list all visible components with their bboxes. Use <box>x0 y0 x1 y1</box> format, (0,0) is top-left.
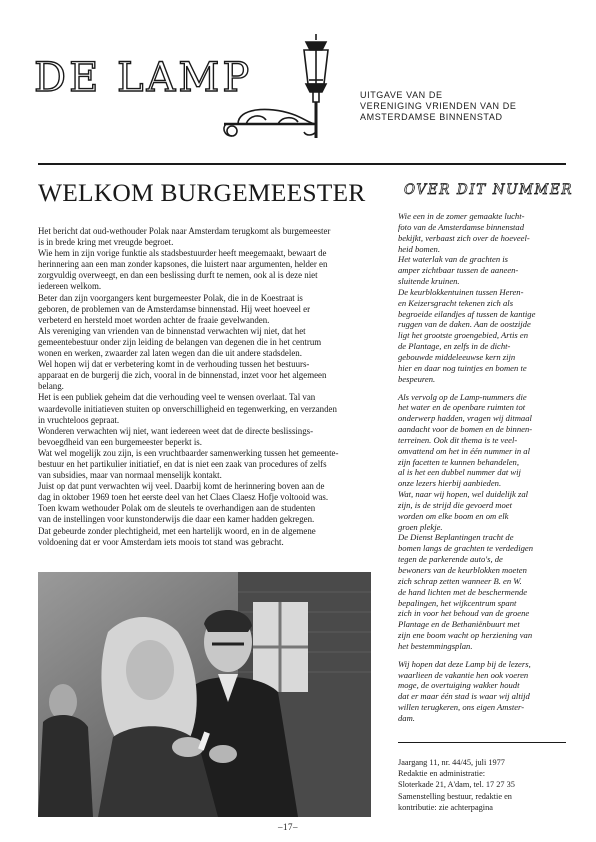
text-line: al is het een dubbel nummer dat wij <box>398 467 521 478</box>
text-line: omvattend om het in één nummer in al <box>398 445 530 456</box>
text-line: bevoegdheid van een burgemeester beperkt is. <box>38 436 202 447</box>
text-line: terreinen. Ook dit thema is te veel- <box>398 434 518 445</box>
text-line: moge, de overtuiging wakker houdt <box>398 680 520 691</box>
text-line: Wie een in de zomer gemaakte lucht- <box>398 211 525 221</box>
paragraph <box>38 226 369 248</box>
text-line: heid bomen. <box>398 243 441 254</box>
text-line: sluitende kruinen. <box>398 276 460 287</box>
text-line: iedereen welkom. <box>38 281 102 292</box>
text-line: apparaat en de burgerij die zich, vooral in de binnenstad, inzet voor het algemeen <box>38 370 327 381</box>
text-line: dam. <box>398 712 415 723</box>
header-divider <box>38 163 566 165</box>
colophon-line: Redaktie en administratie: <box>398 769 486 779</box>
text-line: aandacht voor de bomen en de binnen- <box>398 424 533 435</box>
text-line: in vruchteloos gepraat. <box>38 414 120 425</box>
text-line: groen plekje. <box>398 521 443 532</box>
text-line: zijn, is de strijd die gevoerd moet <box>398 499 513 510</box>
text-line: van subsidies, maar van normaal menselijk kontakt. <box>38 470 222 481</box>
text-line: herinnering aan een man zonder kapsones, die luistert naar argumenten, helder en <box>38 259 328 270</box>
paragraph-gap <box>398 385 566 392</box>
text-line: bespeuren. <box>398 373 436 384</box>
colophon <box>398 757 566 813</box>
colophon-line: kontributie: zie achterpagina <box>398 802 493 812</box>
sidebar-divider <box>398 742 566 743</box>
paragraph <box>38 426 369 448</box>
text-line: Wie hem in zijn vorige funktie als stadsbestuurder heeft meegemaakt, bewaart de <box>38 248 327 259</box>
text-line: hier en daar nog tuintjes en bomen te <box>398 362 527 373</box>
text-line: dat er maar één stad is waar wij altijd <box>398 691 530 702</box>
text-line: worden om elke boom en om elk <box>398 510 509 521</box>
paragraph <box>398 659 566 724</box>
text-line: gemeentebestuur onder zijn leiding de belangen van degenen die in het centrum <box>38 336 322 347</box>
text-line: Beter dan zijn voorgangers kent burgemeester Polak, die in de Koestraat is <box>38 292 303 303</box>
text-line: Dat gebeurde zonder plechtigheid, met een hartelijk woord, en in de algemene <box>38 525 316 536</box>
paragraph <box>398 392 566 652</box>
paragraph <box>38 481 369 525</box>
text-line: zich in voor het behoud van de groene <box>398 608 530 619</box>
text-line: dag in oktober 1969 toen het eerste deel van het Claes Claesz Hofje voltooid was. <box>38 492 329 503</box>
paragraph <box>38 326 369 359</box>
article-headline: WELKOM BURGEMEESTER <box>38 178 366 207</box>
page-number: –17– <box>278 822 298 832</box>
text-line: geboren, de problemen van de Amsterdamse binnenstad. Hij weet hoeveel er <box>38 303 311 314</box>
text-line: ruggen van de daken. Aan de oostzijde <box>398 319 531 330</box>
text-line: Als vervolg op de Lamp-nummers die <box>398 391 527 402</box>
text-line: van de instellingen voor kunstonderwijs die daar een kamer hadden gekregen. <box>38 514 315 525</box>
sidebar-body <box>398 211 566 724</box>
text-line: De Dienst Beplantingen tracht de <box>398 532 514 543</box>
text-line: is in brede kring met vreugde begroet. <box>38 237 174 248</box>
text-line: Wij hopen dat deze Lamp bij de lezers, <box>398 658 531 669</box>
text-line: foto van de Amsterdamse binnenstad <box>398 221 525 232</box>
article-body <box>38 226 369 548</box>
paragraph <box>38 448 369 481</box>
text-line: onze lezers hierbij aanbieden. <box>398 478 502 489</box>
text-line: zijn facetten te kunnen behandelen, <box>398 456 519 467</box>
text-line: zorgvuldig overweegt, en dan een beslissing durft te nemen, ook al is deze niet <box>38 270 318 281</box>
paragraph <box>38 392 369 425</box>
text-line: onderwerp hadden, vragen wij ditmaal <box>398 413 532 424</box>
text-line: begroeide eilandjes af tussen de kantige <box>398 308 536 319</box>
paragraph <box>38 248 369 292</box>
text-line: verbeterd en hersteld moet worden achter de fraaie gevelwanden. <box>38 314 270 325</box>
text-line: bewoners van de keurblokken moeten <box>398 565 527 575</box>
text-line: Wat wel mogelijk zou zijn, is een vruchtbaarder samenwerking tussen het gemeente- <box>38 447 339 458</box>
text-line: het water en de openbare ruimten tot <box>398 402 526 413</box>
text-line: de hand lichten met de beschermende <box>398 586 528 597</box>
text-line: Wat, naar wij hopen, wel duidelijk zal <box>398 489 529 500</box>
text-line: zijn ene boom wacht op herziening van <box>398 630 533 641</box>
text-line: wonen en werken, zwaarder zal laten wegen dan die uit andere stadsdelen. <box>38 348 302 359</box>
colophon-line: Samenstelling bestuur, redaktie en <box>398 791 512 801</box>
subtitle-line: AMSTERDAMSE BINNENSTAD <box>360 112 503 122</box>
subtitle-line: UITGAVE VAN DE <box>360 90 443 100</box>
sidebar-title: OVER DIT NUMMER <box>404 182 574 198</box>
text-line: waardevolle initiatieven stuiten op onverschilligheid en tegenwerking, en verzanden <box>38 403 337 414</box>
paragraph <box>38 359 369 392</box>
text-line: bekijkt, verbaast zich over de hoeveel- <box>398 232 530 243</box>
text-line: bepalingen, het wijkcentrum spant <box>398 597 517 608</box>
text-line: Wel hopen wij dat er verbetering komt in de verhouding tussen het bestuurs- <box>38 359 310 370</box>
text-line: waarlieen de vakantie hen ook voeren <box>398 669 529 680</box>
text-line: Het is een publiek geheim dat die verhouding veel te wensen overlaat. Tal van <box>38 392 316 403</box>
text-line: Als vereniging van vrienden van de binnenstad verwachten wij niet, dat het <box>38 325 306 336</box>
text-line: Juist op dat punt verwachten wij veel. Daarbij komt de herinnering boven aan de <box>38 481 325 492</box>
text-line: bestuur en het partikulier initiatief, en dat is niet een zaak van procedures of zelfs <box>38 458 327 469</box>
text-line: het bestemmingsplan. <box>398 640 473 651</box>
text-line: willen terugkeren, ons eigen Amster- <box>398 702 525 713</box>
text-line: de Plantage, en zelfs in de dicht- <box>398 341 511 352</box>
text-line: zich schrap zetten wanneer B. en W. <box>398 575 522 586</box>
text-line: Het bericht dat oud-wethouder Polak naar Amsterdam terugkomt als burgemeester <box>38 226 331 236</box>
text-line: Toen kwam wethouder Polak om de sleutels te overhandigen aan de studenten <box>38 503 316 514</box>
street-lamp-icon <box>218 28 342 140</box>
text-line: Wonderen verwachten wij niet, want iedereen weet dat de directe beslissings- <box>38 425 314 436</box>
article-photo <box>38 572 371 817</box>
text-line: gebouwde middeleeuwse kern zijn <box>398 351 516 362</box>
text-line: belang. <box>38 381 64 392</box>
masthead-title: DE LAMP <box>34 55 253 101</box>
paragraph-gap <box>398 652 566 659</box>
paragraph <box>398 211 566 385</box>
text-line: tegen de parkerende auto's, de <box>398 554 503 565</box>
colophon-line: Jaargang 11, nr. 44/45, juli 1977 <box>398 758 505 767</box>
subtitle-line: VERENIGING VRIENDEN VAN DE <box>360 101 517 111</box>
colophon-line: Sloterkade 21, A'dam, tel. 17 27 35 <box>398 780 515 790</box>
text-line: De keurblokkentuinen tussen Heren- <box>398 286 524 297</box>
text-line: ligt het grootste groengebied, Artis en <box>398 330 529 341</box>
text-line: amper zichtbaar tussen de aaneen- <box>398 265 519 276</box>
photo-image <box>38 572 371 817</box>
text-line: Plantage en de Bethaniënbuurt met <box>398 619 520 630</box>
paragraph <box>38 526 369 548</box>
text-line: en Keizersgracht tekenen zich als <box>398 297 514 308</box>
paragraph <box>38 293 369 326</box>
text-line: voldoening dat er voor Amsterdam iets moois tot stand was gebracht. <box>38 536 284 547</box>
text-line: bomen langs de grachten te verdedigen <box>398 543 533 554</box>
text-line: Het waterlak van de grachten is <box>398 254 509 265</box>
masthead-subtitle <box>360 90 516 123</box>
